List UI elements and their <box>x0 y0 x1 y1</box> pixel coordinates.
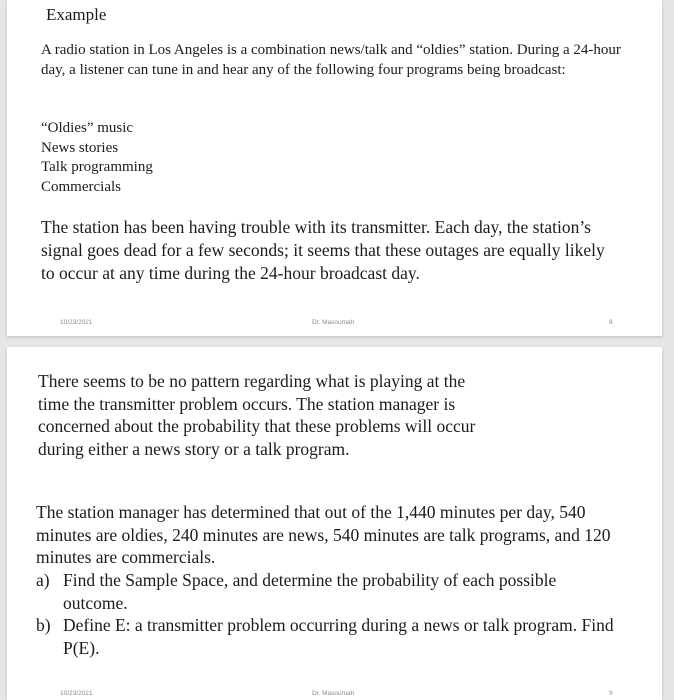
question-marker: b) <box>36 615 51 635</box>
program-item-news: News stories <box>41 139 119 156</box>
transmitter-trouble-paragraph: The station has been having trouble with its transmitter. Each day, the station’s signal goes dead for a few seconds; it seems that these outages are equally likely to occur at any time during the 24-hour broadcast day. <box>41 217 605 283</box>
slide-title: Example <box>46 5 107 24</box>
slide-example-2 <box>7 347 662 700</box>
slide-example-1 <box>7 0 662 336</box>
no-pattern-paragraph: There seems to be no pattern regarding what is playing at the time the transmitter problem occurs. The station manager is concerned about the probability that these problems will occur during either a news story or a talk program. <box>38 371 476 459</box>
question-list <box>36 569 616 659</box>
footer-date: 10/23/2021 <box>60 690 93 697</box>
program-item-talk: Talk programming <box>41 159 153 175</box>
program-item-commercials: Commercials <box>41 178 121 195</box>
footer-page-number: 9 <box>609 690 613 697</box>
footer-date: 10/23/2021 <box>60 319 93 326</box>
question-marker: a) <box>36 570 50 590</box>
minutes-paragraph: The station manager has determined that out of the 1,440 minutes per day, 540 minutes are oldies, 240 minutes are news, 540 minutes are talk programs, and 120 minutes are commercials. <box>36 502 611 567</box>
intro-paragraph: A radio station in Los Angeles is a combination news/talk and “oldies” station. During a 24-hour day, a listener can tune in and hear any of the following four programs being broadcast: <box>41 42 621 78</box>
question-item-b <box>36 614 616 659</box>
question-text: Define E: a transmitter problem occurring during a news or talk program. Find P(E). <box>63 615 614 658</box>
program-list <box>41 119 153 197</box>
footer-page-number: 8 <box>609 319 613 326</box>
question-text: Find the Sample Space, and determine the probability of each possible outcome. <box>63 570 557 613</box>
question-item-a <box>36 569 616 614</box>
footer-author: Dr. Masoumah <box>312 319 355 326</box>
footer-author: Dr. Masoumah <box>312 690 355 697</box>
program-item-oldies: “Oldies” music <box>41 120 134 136</box>
